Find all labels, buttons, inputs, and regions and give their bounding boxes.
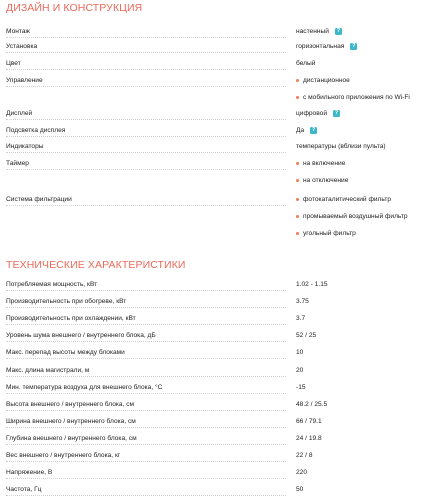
spec-value-text: 24 / 19.8 (296, 435, 322, 442)
spec-label: Макс. перепад высоты между блоками (6, 349, 125, 356)
spec-label: Производительность при охлаждении, кВт (6, 315, 136, 322)
spec-value-text: температуры (вблизи пульта) (296, 143, 386, 150)
spec-value (296, 418, 322, 425)
spec-value (296, 60, 315, 67)
spec-value (296, 143, 386, 150)
spec-value (296, 315, 305, 322)
section-title: ТЕХНИЧЕСКИЕ ХАРАКТЕРИСТИКИ (6, 259, 186, 271)
dotted-leader (6, 341, 286, 342)
spec-value (296, 160, 345, 167)
bullet-icon (296, 198, 299, 201)
spec-value-text: дистанционное (303, 77, 350, 84)
spec-value (296, 367, 303, 374)
spec-label: Производительность при обогреве, кВт (6, 298, 127, 305)
dotted-leader (6, 410, 286, 411)
spec-value (296, 349, 303, 356)
dotted-leader (6, 169, 286, 170)
spec-value-text: цифровой (296, 110, 327, 117)
spec-value (296, 110, 340, 117)
spec-value (296, 77, 350, 84)
spec-value-text: 52 / 25 (296, 332, 317, 339)
spec-value (296, 452, 313, 459)
dotted-leader (6, 376, 286, 377)
spec-value (296, 435, 322, 442)
bullet-icon (296, 179, 299, 182)
spec-value (296, 469, 307, 476)
spec-value-text: -15 (296, 384, 306, 391)
dotted-leader (6, 495, 286, 496)
spec-label: Система фильтрации (6, 196, 72, 203)
spec-value-text: 48.2 / 25.5 (296, 401, 328, 408)
spec-label: Монтаж (6, 28, 30, 35)
spec-label: Ширина внешнего / внутреннего блока, см (6, 418, 136, 425)
spec-value (296, 486, 303, 493)
spec-value-text: промываемый воздушный фильтр (303, 213, 408, 220)
dotted-leader (6, 461, 286, 462)
dotted-leader (6, 205, 286, 206)
spec-label: Дисплей (6, 110, 33, 117)
help-icon[interactable]: ? (336, 28, 341, 34)
spec-value (296, 127, 317, 134)
bullet-icon (296, 215, 299, 218)
dotted-leader (6, 290, 286, 291)
spec-value (296, 196, 391, 203)
spec-label: Цвет (6, 60, 21, 67)
spec-label: Уровень шума внешнего / внутреннего блока, дБ (6, 332, 156, 339)
help-icon[interactable]: ? (311, 127, 316, 133)
bullet-icon (296, 79, 299, 82)
dotted-leader (6, 52, 286, 53)
spec-value (296, 94, 410, 101)
spec-value-text: 66 / 79.1 (296, 418, 322, 425)
dotted-leader (6, 478, 286, 479)
spec-value-text: 220 (296, 469, 308, 476)
dotted-leader (6, 307, 286, 308)
spec-label: Установка (6, 43, 38, 50)
spec-label: Частота, Гц (6, 486, 42, 493)
spec-value-text: белый (296, 60, 316, 67)
dotted-leader (6, 427, 286, 428)
spec-value-text: Да (296, 127, 305, 134)
bullet-icon (296, 96, 299, 99)
help-icon[interactable]: ? (352, 43, 356, 49)
spec-value (296, 401, 327, 408)
spec-label: Глубина внешнего / внутреннего блока, см (6, 435, 137, 442)
spec-value (296, 230, 356, 237)
spec-value-text: на включение (303, 160, 346, 167)
bullet-icon (296, 162, 299, 165)
dotted-leader (6, 37, 286, 38)
spec-value-text: настенный (296, 28, 329, 35)
help-icon[interactable]: ? (334, 110, 339, 116)
spec-label: Вес внешнего / внутреннего блока, кг (6, 452, 121, 459)
spec-label: Высота внешнего / внутреннего блока, см (6, 401, 135, 408)
spec-label: Потребляемая мощность, кВт (6, 281, 98, 288)
spec-value-text: 50 (296, 486, 304, 493)
spec-label: Индикаторы (6, 143, 44, 150)
spec-value-text: 3.7 (296, 315, 306, 322)
spec-label: Управление (6, 77, 43, 84)
spec-value-text: 10 (296, 349, 304, 356)
spec-value-text: 3.75 (296, 298, 309, 305)
spec-value-text: горизонтальная (296, 43, 345, 50)
dotted-leader (6, 136, 286, 137)
spec-label: Таймер (6, 160, 29, 167)
spec-value-text: 22 / 8 (296, 452, 313, 459)
spec-value-text: 20 (296, 367, 304, 374)
dotted-leader (6, 324, 286, 325)
bullet-icon (296, 232, 299, 235)
spec-value-text: на отключение (303, 177, 349, 184)
spec-value (296, 177, 348, 184)
spec-value (296, 332, 316, 339)
dotted-leader (6, 444, 286, 445)
spec-label: Подсветка дисплея (6, 127, 66, 134)
section-title: ДИЗАЙН И КОНСТРУКЦИЯ (6, 2, 143, 14)
dotted-leader (6, 86, 286, 87)
spec-value-text: фотокаталитический фильтр (303, 196, 392, 203)
dotted-leader (6, 393, 286, 394)
spec-value (296, 28, 342, 35)
spec-value (296, 281, 328, 288)
dotted-leader (6, 69, 286, 70)
spec-value-text: 1.02 - 1.15 (296, 281, 328, 288)
spec-value (296, 384, 306, 391)
dotted-leader (6, 152, 286, 153)
spec-label: Мин. температура воздуха для внешнего блока, °С (6, 384, 163, 391)
dotted-leader (6, 358, 286, 359)
spec-value (296, 298, 309, 305)
spec-value (296, 43, 357, 50)
dotted-leader (6, 119, 286, 120)
spec-value-text: с мобильного приложения по Wi-Fi (303, 94, 410, 101)
spec-value-text: угольный фильтр (303, 230, 356, 237)
spec-value (296, 213, 408, 220)
spec-label: Макс. длина магистрали, м (6, 367, 90, 374)
spec-label: Напряжение, В (6, 469, 53, 476)
